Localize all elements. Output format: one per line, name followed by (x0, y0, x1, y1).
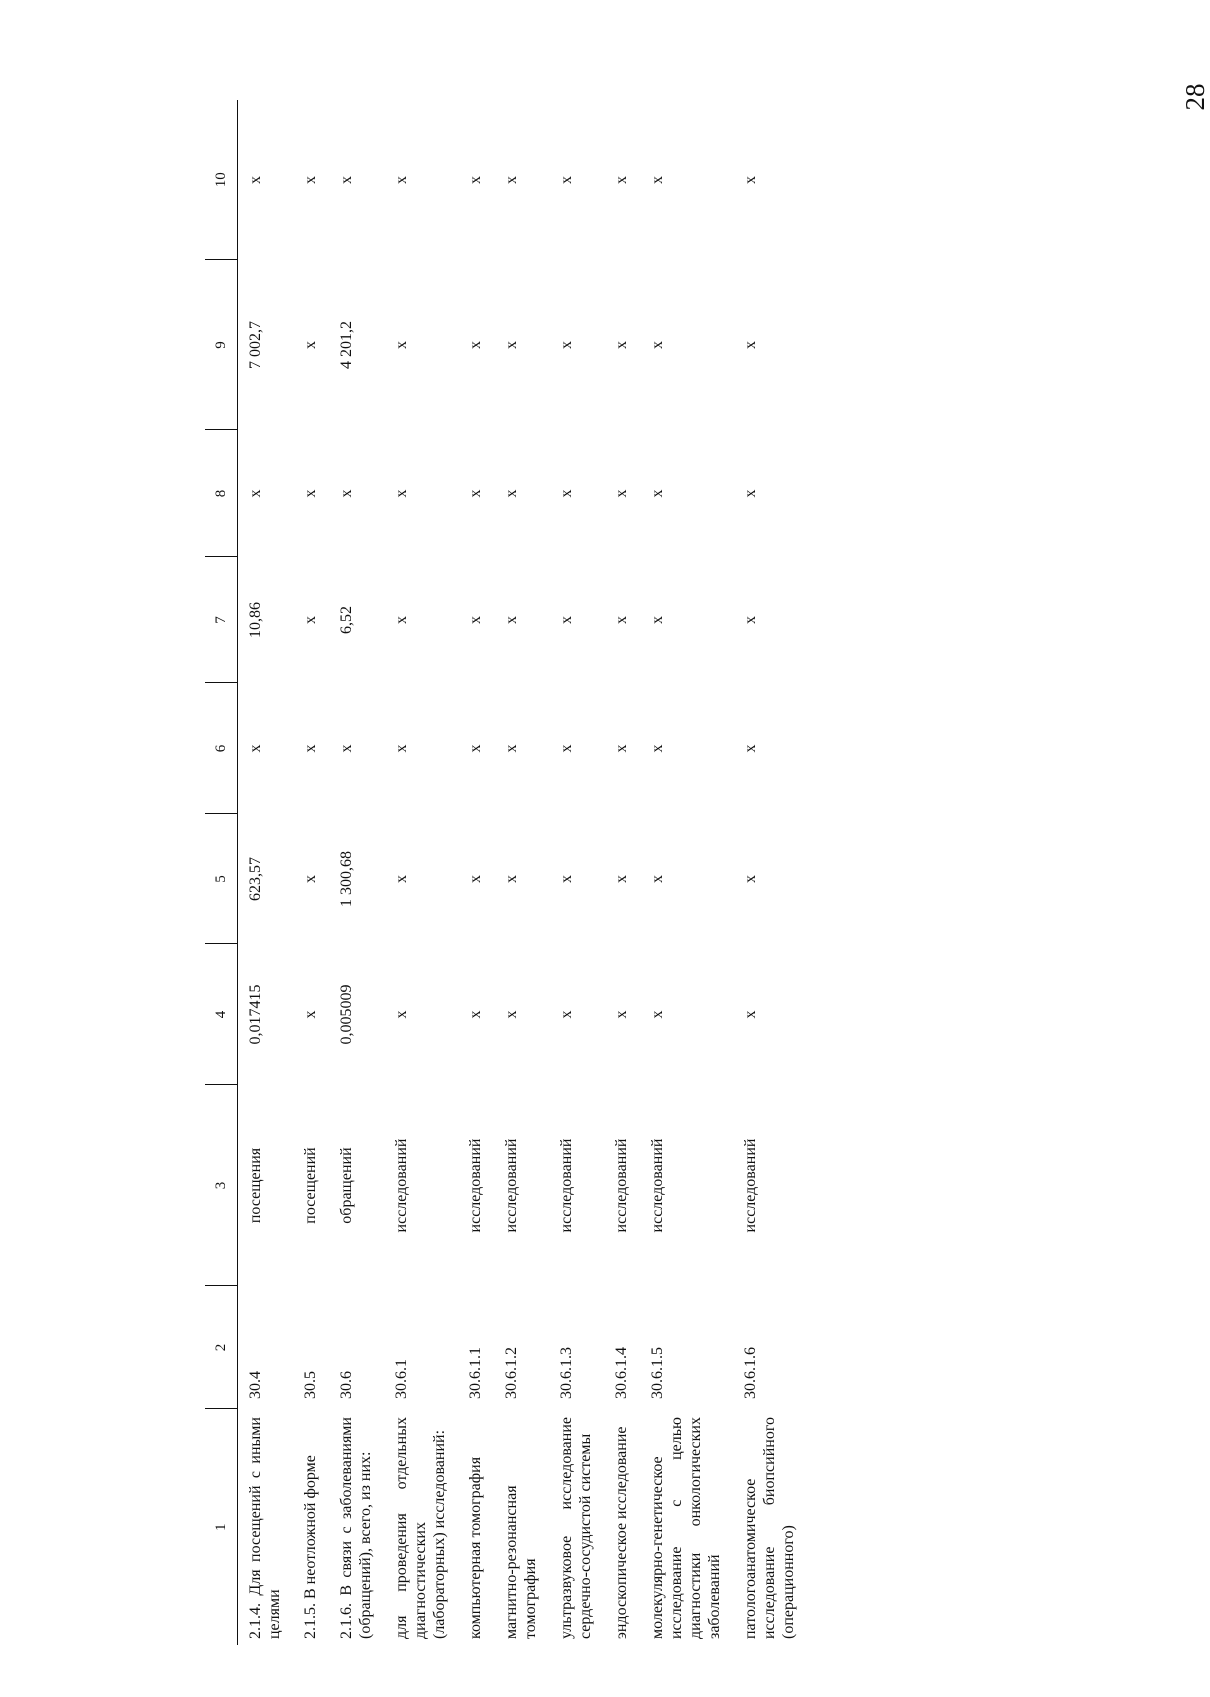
cell-unit: исследований (649, 1138, 666, 1233)
cell-col6-value: x (742, 744, 759, 753)
cell-unit: посещений (302, 1147, 319, 1224)
cell-col5-value: x (613, 875, 630, 883)
cell-col8-value: x (649, 489, 666, 498)
cell-unit: исследований (503, 1138, 520, 1233)
cell-col9-value: x (649, 341, 666, 349)
cell-col4-value: x (558, 1010, 575, 1019)
cell-col10-value: x (613, 176, 630, 184)
cell-col4-value: 0,017415 (247, 984, 264, 1045)
cell-col5-value: x (467, 875, 484, 883)
cell-col9-value: 7 002,7 (247, 321, 264, 369)
cell-col5-value: x (649, 875, 666, 883)
cell-description: магнитно-резонансная томография (503, 1485, 539, 1639)
cell-col8-value: x (338, 489, 355, 498)
cell-col7-value: 10,86 (247, 602, 264, 638)
cell-col4-value: x (393, 1010, 410, 1019)
cell-col6-value: x (393, 744, 410, 753)
rotated-page-content (205, 100, 1025, 1645)
cell-col4-value: x (467, 1010, 484, 1019)
cell-description: 2.1.4. Для посещений с иными целями (247, 1417, 283, 1639)
cell-col5-value: x (503, 875, 520, 883)
cell-col6-value: x (467, 744, 484, 753)
cell-col6-value: x (302, 744, 319, 753)
cell-row-code: 30.6 (338, 1371, 355, 1399)
cell-col5-value: x (558, 875, 575, 883)
cell-description: для проведения отдельных диагностических (лабораторных) исследований: (393, 1417, 448, 1639)
cell-col7-value: 6,52 (338, 606, 355, 634)
cell-col8-value: x (247, 489, 264, 498)
page-number: 28 (1180, 83, 1210, 111)
cell-col10-value: x (558, 176, 575, 184)
cell-col8-value: x (613, 489, 630, 498)
cell-row-code: 30.6.1.2 (503, 1347, 520, 1399)
cell-col6-value: x (558, 744, 575, 753)
cell-col7-value: x (613, 616, 630, 624)
table-row (494, 100, 549, 1645)
table-header (205, 100, 238, 1645)
cell-unit: посещения (247, 1147, 264, 1224)
cell-description: компьютерная томография (467, 1456, 484, 1639)
cell-col10-value: x (503, 176, 520, 184)
cell-col10-value: x (393, 176, 410, 184)
column-header-8: 8 (205, 430, 238, 557)
column-header-4: 4 (205, 944, 238, 1085)
cell-col9-value: x (613, 341, 630, 349)
cell-description: 2.1.6. В связи с заболеваниями (обращений), всего, из них: (338, 1417, 374, 1639)
table-row (384, 100, 458, 1645)
cell-col8-value: x (302, 489, 319, 498)
column-header-7: 7 (205, 557, 238, 683)
cell-description: 2.1.5. В неотложной форме (302, 1455, 319, 1639)
cell-col10-value: x (338, 176, 355, 184)
cell-col8-value: x (558, 489, 575, 498)
cell-unit: исследований (393, 1138, 410, 1233)
table-row (640, 100, 733, 1645)
column-header-5: 5 (205, 814, 238, 944)
cell-col8-value: x (503, 489, 520, 498)
cell-col10-value: x (247, 176, 264, 184)
cell-col8-value: x (467, 489, 484, 498)
cell-col5-value: x (742, 875, 759, 883)
cell-description: молекулярно-генетическое исследование с целью диагностики онкологических заболеваний (649, 1417, 723, 1639)
cell-unit: исследований (613, 1138, 630, 1233)
column-header-3: 3 (205, 1085, 238, 1286)
cell-row-code: 30.6.1 (393, 1359, 410, 1399)
cell-col4-value: 0,005009 (338, 984, 355, 1045)
cell-col4-value: x (613, 1010, 630, 1019)
data-table (205, 100, 807, 1645)
cell-unit: обращений (338, 1147, 355, 1224)
cell-description: патологоанатомическое исследование биопсийного (операционного) (742, 1417, 797, 1639)
cell-col7-value: x (649, 616, 666, 624)
cell-col7-value: x (558, 616, 575, 624)
cell-col5-value: 623,57 (247, 857, 264, 901)
table-row (733, 100, 807, 1645)
cell-row-code: 30.6.1.4 (613, 1347, 630, 1399)
cell-col9-value: x (558, 341, 575, 349)
cell-col4-value: x (742, 1010, 759, 1019)
cell-row-code: 30.5 (302, 1371, 319, 1399)
cell-col5-value: x (302, 875, 319, 883)
cell-col9-value: x (742, 341, 759, 349)
cell-unit: исследований (742, 1138, 759, 1233)
cell-col7-value: x (393, 616, 410, 624)
table-row (293, 100, 329, 1645)
cell-col6-value: x (649, 744, 666, 753)
table-row (329, 100, 384, 1645)
cell-col8-value: x (742, 489, 759, 498)
cell-col4-value: x (503, 1010, 520, 1019)
cell-unit: исследований (558, 1138, 575, 1233)
table-row (604, 100, 640, 1645)
cell-row-code: 30.6.1.1 (467, 1347, 484, 1399)
cell-col5-value: 1 300,68 (338, 851, 355, 907)
cell-col9-value: x (467, 341, 484, 349)
cell-description: ультразвуковое исследование сердечно-сосудистой системы (558, 1417, 594, 1639)
cell-description: эндоскопическое исследование (613, 1426, 630, 1639)
header-row (205, 100, 238, 1645)
cell-col10-value: x (742, 176, 759, 184)
cell-col7-value: x (742, 616, 759, 624)
cell-row-code: 30.6.1.3 (558, 1347, 575, 1399)
cell-col6-value: x (338, 744, 355, 753)
column-header-6: 6 (205, 683, 238, 814)
column-header-2: 2 (205, 1286, 238, 1409)
cell-col10-value: x (467, 176, 484, 184)
cell-col6-value: x (503, 744, 520, 753)
cell-col7-value: x (302, 616, 319, 624)
cell-col7-value: x (467, 616, 484, 624)
column-header-1: 1 (205, 1409, 238, 1645)
table-row (458, 100, 494, 1645)
cell-col4-value: x (649, 1010, 666, 1019)
cell-row-code: 30.6.1.5 (649, 1347, 666, 1399)
cell-col9-value: x (393, 341, 410, 349)
table-body (238, 100, 808, 1645)
cell-unit: исследований (467, 1138, 484, 1233)
cell-col7-value: x (503, 616, 520, 624)
column-header-10: 10 (205, 100, 238, 260)
cell-row-code: 30.4 (247, 1371, 264, 1399)
column-header-9: 9 (205, 260, 238, 430)
cell-col10-value: x (649, 176, 666, 184)
cell-col6-value: x (247, 744, 264, 753)
cell-row-code: 30.6.1.6 (742, 1347, 759, 1399)
cell-col8-value: x (393, 489, 410, 498)
cell-col10-value: x (302, 176, 319, 184)
cell-col9-value: 4 201,2 (338, 321, 355, 369)
cell-col5-value: x (393, 875, 410, 883)
table-row (238, 100, 294, 1645)
cell-col6-value: x (613, 744, 630, 753)
cell-col9-value: x (503, 341, 520, 349)
table-row (549, 100, 604, 1645)
cell-col9-value: x (302, 341, 319, 349)
cell-col4-value: x (302, 1010, 319, 1019)
